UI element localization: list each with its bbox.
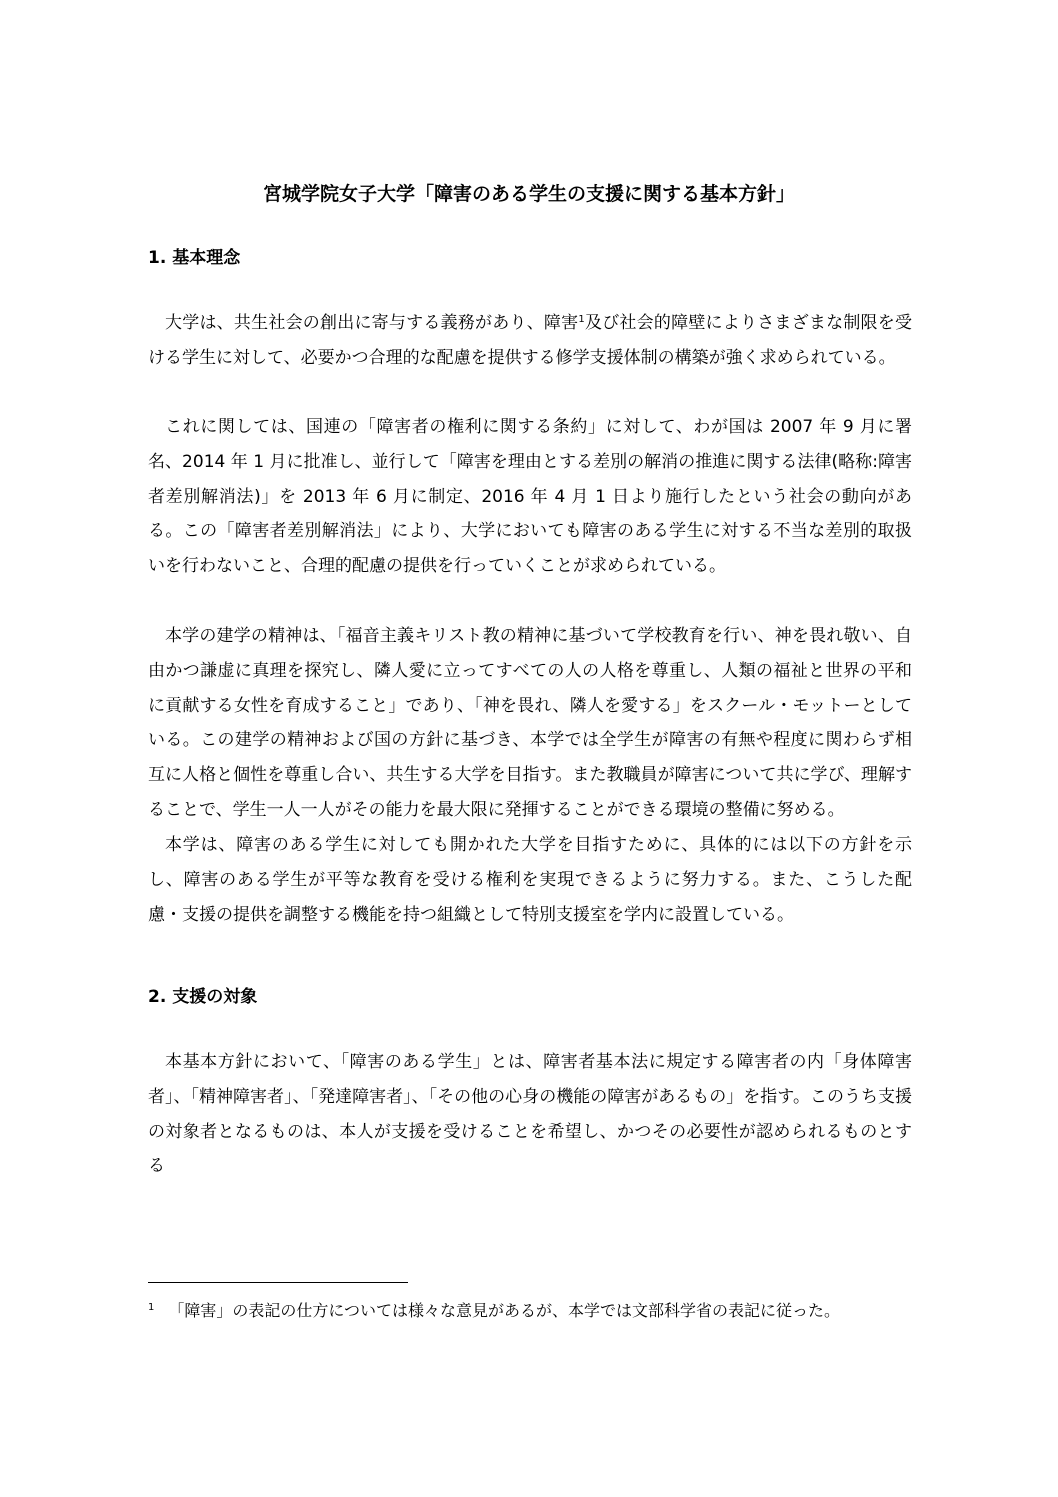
footnote-separator (148, 1282, 408, 1283)
section-2-heading: 2. 支援の対象 (148, 987, 258, 1007)
section-1-heading: 1. 基本理念 (148, 248, 241, 268)
footnote-mark: 1 (148, 1302, 155, 1313)
footnote-reference: 1 (578, 314, 585, 325)
paragraph-text: 及び社会的障壁によりさまざまな制限を受ける学生に対して、必要かつ合理的な配慮を提供する修学支援体制の構築が強く求められている。 (148, 313, 913, 368)
section-1-paragraph-3: 本学の建学の精神は、「福音主義キリスト教の精神に基づいて学校教育を行い、神を畏れ敬い、自由かつ謙虚に真理を探究し、隣人愛に立ってすべての人の人格を尊重し、人類の福祉と世界の平和に貢献する女性を育成すること」であり、「神を畏れ、隣人を愛する」をスクール・モットーとしている。この建学の精神および国の方針に基づき、本学では全学生が障害の有無や程度に関わらず相互に人格と個性を尊重し合い、共生する大学を目指す。また教職員が障害について共に学び、理解することで、学生一人一人がその能力を最大限に発揮することができる環境の整備に努める。 (148, 626, 912, 820)
section-1-paragraph-1 (148, 306, 912, 376)
document-title: 宮城学院女子大学「障害のある学生の支援に関する基本方針」 (262, 183, 795, 205)
paragraph-text: 大学は、共生社会の創出に寄与する義務があり、障害 (165, 313, 579, 333)
section-2-paragraph-1: 本基本方針において、「障害のある学生」とは、障害者基本法に規定する障害者の内「身体障害者」、「精神障害者」、「発達障害者」、「その他の心身の機能の障害があるもの」を指す。このうち支援の対象者となるものは、本人が支援を受けることを希望し、かつその必要性が認められるものとする (148, 1052, 912, 1177)
section-1-paragraph-2: これに関しては、国連の「障害者の権利に関する条約」に対して、わが国は 2007 年 9 月に署名、2014 年 1 月に批准し、並行して「障害を理由とする差別の解消の推進に関する法律(略称:障害者差別解消法)」を 2013 年 6 月に制定、2016 年 4 月 1 日より施行したという社会の動向がある。この「障害者差別解消法」により、大学においても障害のある学生に対する不当な差別的取扱いを行わないこと、合理的配慮の提供を行っていくことが求められている。 (148, 417, 912, 577)
footnote-text: 「障害」の表記の仕方については様々な意見があるが、本学では文部科学省の表記に従った。 (168, 1301, 841, 1320)
section-1-paragraph-4: 本学は、障害のある学生に対しても開かれた大学を目指すために、具体的には以下の方針を示し、障害のある学生が平等な教育を受ける権利を実現できるように努力する。また、こうした配慮・支援の提供を調整する機能を持つ組織として特別支援室を学内に設置している。 (148, 835, 912, 925)
footnote (148, 1296, 898, 1326)
